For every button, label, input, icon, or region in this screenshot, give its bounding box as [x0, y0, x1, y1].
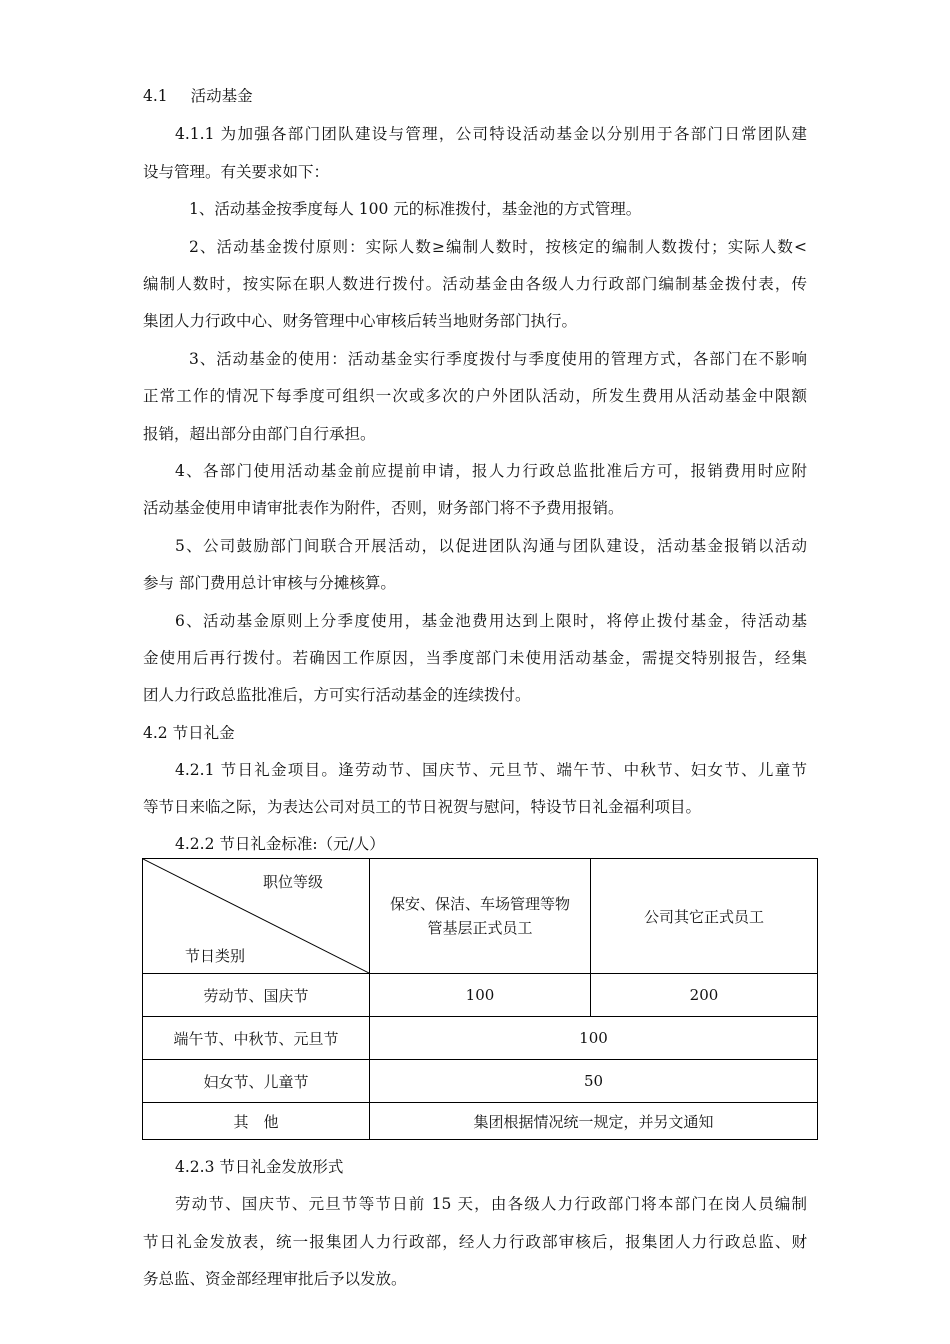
section-number: 4.1: [143, 87, 168, 105]
row-label: 劳动节、国庆节: [143, 974, 370, 1017]
item-3-line-3: 报销，超出部分由部门自行承担。: [143, 425, 376, 443]
subheading-4-2-3: 4.2.3 节日礼金发放形式: [175, 1158, 344, 1176]
row-value-basic: 100: [370, 974, 591, 1017]
row-value-other: 200: [591, 974, 818, 1017]
header-basic-staff: [370, 859, 591, 974]
item-6-line-3: 团人力行政总监批准后，方可实行活动基金的连续拨付。: [143, 686, 531, 704]
item-4-line-1: 4、各部门使用活动基金前应提前申请，报人力行政总监批准后方可，报销费用时应附: [175, 462, 807, 480]
item-3-line-1: 3、活动基金的使用：活动基金实行季度拨付与季度使用的管理方式，各部门在不影响: [189, 350, 807, 368]
paragraph-4-2-1-line-2: 等节日来临之际，为表达公司对员工的节日祝贺与慰问，特设节日礼金福利项目。: [143, 798, 702, 816]
item-2-line-3: 集团人力行政中心、财务管理中心审核后转当地财务部门执行。: [143, 312, 578, 330]
header-other-staff: 公司其它正式员工: [591, 859, 818, 974]
section-heading-4-1: [143, 86, 253, 106]
item-4-line-2: 活动基金使用申请审批表作为附件，否则，财务部门将不予费用报销。: [143, 499, 624, 517]
header-holiday-category: 节日类别: [185, 947, 246, 965]
row-label: 端午节、中秋节、元旦节: [143, 1017, 370, 1060]
item-6-line-2: 金使用后再行拨付。若确因工作原因，当季度部门未使用活动基金，需提交特别报告，经集: [143, 649, 807, 667]
header-basic-staff-line-1: 保安、保洁、车场管理等物: [389, 895, 570, 913]
paragraph-4-2-3-line-2: 节日礼金发放表，统一报集团人力行政部，经人力行政部审核后，报集团人力行政总监、财: [143, 1233, 807, 1251]
row-value-merged: 100: [370, 1017, 818, 1060]
item-5-line-1: 5、公司鼓励部门间联合开展活动，以促进团队沟通与团队建设，活动基金报销以活动: [175, 537, 807, 555]
header-basic-staff-line-2: 管基层正式员工: [427, 919, 533, 937]
paragraph-4-2-3-line-3: 务总监、资金部经理审批后予以发放。: [143, 1270, 407, 1288]
row-label: 妇女节、儿童节: [143, 1060, 370, 1103]
diagonal-line: [143, 859, 369, 973]
holiday-bonus-table: [142, 858, 818, 1140]
header-position-level: 职位等级: [263, 873, 324, 891]
row-value-merged: 集团根据情况统一规定，并另文通知: [370, 1103, 818, 1140]
paragraph-4-2-3-line-1: 劳动节、国庆节、元旦节等节日前 15 天，由各级人力行政部门将本部门在岗人员编制: [175, 1195, 807, 1213]
table-row: [143, 1017, 818, 1060]
section-heading-4-2: 4.2 节日礼金: [143, 724, 235, 742]
table-row: [143, 1103, 818, 1140]
section-title: 活动基金: [190, 87, 253, 105]
item-2-line-2: 编制人数时，按实际在职人数进行拨付。活动基金由各级人力行政部门编制基金拨付表，传: [143, 275, 807, 293]
paragraph-4-2-1-line-1: 4.2.1 节日礼金项目。逢劳动节、国庆节、元旦节、端午节、中秋节、妇女节、儿童节: [175, 761, 807, 779]
item-6-line-1: 6、活动基金原则上分季度使用，基金池费用达到上限时，将停止拨付基金，待活动基: [175, 612, 807, 630]
paragraph-4-1-1-line-1: 4.1.1 为加强各部门团队建设与管理，公司特设活动基金以分别用于各部门日常团队建: [175, 125, 807, 143]
item-5-line-2: 参与 部门费用总计审核与分摊核算。: [143, 574, 396, 592]
item-1-line-1: 1、活动基金按季度每人 100 元的标准拨付，基金池的方式管理。: [189, 200, 642, 218]
table-row: [143, 974, 818, 1017]
row-label: 其 他: [143, 1103, 370, 1140]
diagonal-header-cell: [143, 859, 370, 974]
item-2-line-1: 2、活动基金拨付原则：实际人数≥编制人数时，按核定的编制人数拨付；实际人数<: [189, 238, 807, 256]
table-header-row: [143, 859, 818, 974]
item-3-line-2: 正常工作的情况下每季度可组织一次或多次的户外团队活动，所发生费用从活动基金中限额: [143, 387, 807, 405]
table-row: [143, 1060, 818, 1103]
subheading-4-2-2: 4.2.2 节日礼金标准:（元/人）: [175, 835, 385, 853]
paragraph-4-1-1-line-2: 设与管理。有关要求如下：: [143, 163, 330, 181]
row-value-merged: 50: [370, 1060, 818, 1103]
